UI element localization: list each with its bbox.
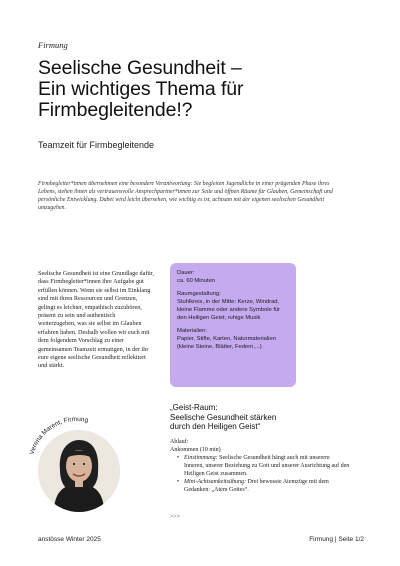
title-line-2: Ein wichtiges Thema für (38, 78, 244, 100)
duration-value: ca. 60 Minuten (177, 278, 216, 284)
title-line-3: Firmbegleitende!? (38, 99, 193, 121)
page-subtitle: Teamzeit für Firmbegleitende (38, 140, 155, 150)
list-item (178, 454, 350, 478)
title-line-1: Seelische Gesundheit – (38, 57, 242, 79)
list-item-text: Drei bewusste Atemzüge mit dem Gedanken: „Atem Gottes“. (184, 479, 329, 493)
author-portrait (38, 430, 120, 512)
geist-heading-line-3: durch den Heiligen Geist“ (170, 422, 261, 431)
ablauf-label: Ablauf: (170, 439, 189, 445)
ablauf-step: Ankommen (10 min) (170, 447, 221, 453)
author-name: Verena Marent, Firmung (28, 415, 89, 456)
geist-heading (170, 403, 330, 432)
continue-arrows: >>> (170, 514, 181, 520)
ablauf-section (170, 438, 350, 494)
materials-label: Materialien: (177, 328, 207, 334)
materials-value: Papier, Stifte, Karten, Naturmaterialien (kleine Steine, Blätter, Federn,...) (177, 336, 276, 350)
page-title (38, 58, 368, 121)
list-item-label: Mini-Achtsamkeitsübung: (184, 479, 246, 485)
room-label: Raumgestaltung: (177, 291, 221, 297)
room-value: Stuhlkreis, in der Mitte: Kerze, Windrad, kleine Flamme oder andere Symbole für den Heiligen Geist; ruhige Musik (177, 299, 281, 321)
ablauf-list (170, 454, 350, 494)
footer-magazine: anstösse Winter 2025 (38, 536, 101, 543)
list-item (178, 478, 350, 494)
geist-heading-line-2: Seelische Gesundheit stärken (170, 412, 277, 422)
geist-heading-line-1: „Geist-Raum: (170, 403, 218, 412)
duration-label: Dauer: (177, 270, 195, 276)
list-item-text: Seelische Gesundheit hängt auch mit unserem Inneren, unserer Beziehung zu Gott und unserer Ausrichtung auf den Heiligen Geist zusammen. (184, 455, 350, 477)
list-item-label: Einstimmung: (184, 455, 218, 461)
info-box (170, 263, 296, 387)
portrait-image (38, 430, 120, 512)
intro-paragraph: Firmbegleiter*innen übernehmen eine besondere Verantwortung: Sie begleiten Jugendliche in einer prägenden Phase ihres Lebens, stehen ihnen als vertrauensvolle Ansprechpartner*innen zur Seite und öffnen Räume für Glauben, Gemeinschaft und persönliche Entwicklung. Dabei wird leicht übersehen, wie wichtig es ist, achtsam mit der eigenen seelischen Gesundheit umzugehen. (38, 181, 333, 211)
body-paragraph: Seelische Gesundheit ist eine Grundlage dafür, dass Firmbegleiter*innen ihre Aufgabe gut erfüllen können. Wenn sie selbst im Einklang sind mit ihren Ressourcen und Grenzen, gelingt es leichter, empathisch zuzuhören, präsent zu sein und authentisch weiterzugeben, was sie selbst im Glauben erfahren haben. Deshalb wollen wir euch mit dem folgendem Vorschlag zu einer gemeinsamen Teamzeit ermutigen, in der ihr eure eigene seelische Gesundheit reflektiert und stärkt. (38, 270, 154, 370)
section-kicker: Firmung (38, 40, 68, 50)
footer-page-number: Firmung | Seite 1/2 (309, 536, 364, 543)
